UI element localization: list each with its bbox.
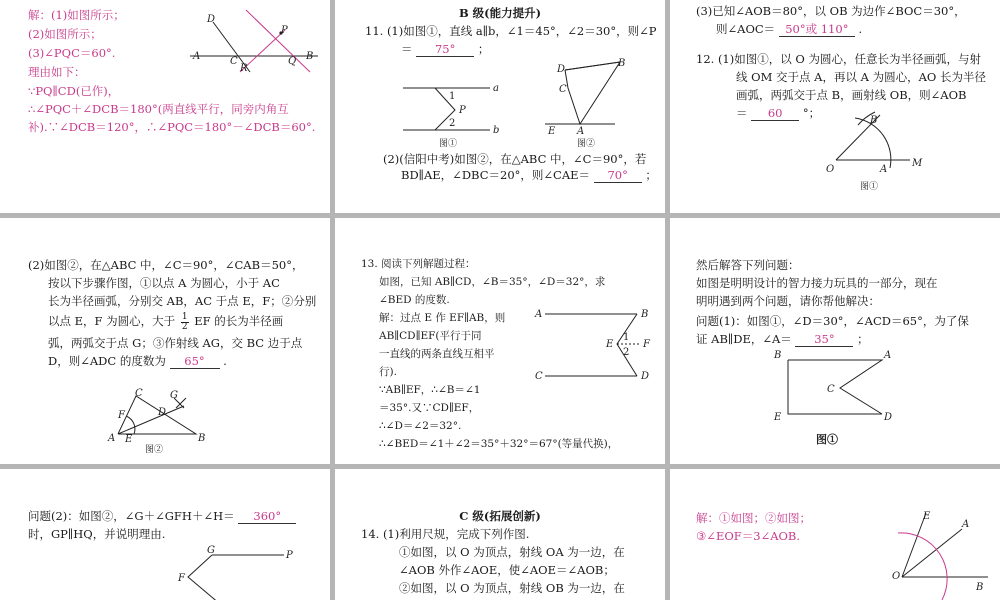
- p6-label-E: E: [774, 412, 782, 423]
- p5-label-A: A: [535, 309, 543, 320]
- p3-label-O: O: [826, 164, 835, 175]
- p1-label-A: A: [193, 51, 201, 62]
- p2-sep1: ；: [477, 42, 490, 56]
- p7-label-P: P: [286, 550, 293, 561]
- p2f1-n1: 1: [449, 91, 456, 102]
- p4-label-F: F: [118, 410, 125, 421]
- panel-level-b: [335, 0, 665, 213]
- p9-figure: [670, 469, 1000, 600]
- panel-answer-construction: [0, 0, 330, 213]
- panel-question1: [670, 218, 1000, 464]
- p1-label-C: C: [230, 56, 238, 67]
- p6-label-C: C: [827, 384, 835, 395]
- p4-label-A: A: [108, 433, 116, 444]
- p1-label-R: R: [240, 63, 248, 74]
- p5-line11: ∴∠BED＝∠1＋∠2＝35°＋32°＝67°(等量代换)，: [379, 438, 619, 450]
- p5-figure: [335, 218, 665, 464]
- p5-label-2: 2: [623, 347, 630, 358]
- p5-line4: 解：过点 E 作 EF∥AB，则: [379, 312, 506, 324]
- p4-line2: 按以下步骤作图，①以点 A 为圆心，小于 AC: [48, 276, 280, 290]
- p5-line7: 行).: [379, 366, 397, 378]
- p2f2-E: E: [548, 126, 556, 137]
- p5-line2: 如图，已知 AB∥CD，∠B＝35°，∠D＝32°，求: [379, 276, 606, 288]
- p4-label-D: D: [158, 407, 167, 418]
- p3-label-M: M: [912, 158, 923, 169]
- p4-line1: (2)如图②，在△ABC 中，∠C＝90°，∠CAB＝50°，: [28, 258, 304, 272]
- p8-line1: 14. (1)利用尺规，完成下列作图.: [361, 527, 530, 541]
- p2f2-B: B: [618, 58, 626, 69]
- p3-q: 则∠AOC＝: [716, 22, 776, 36]
- p2-sep2: ；: [645, 168, 657, 182]
- p2f1-P: P: [459, 105, 466, 116]
- p9-label-O: O: [892, 571, 901, 582]
- p1-line2: (2)如图所示；: [28, 27, 102, 41]
- p4-frac-den: 2: [181, 321, 188, 332]
- p2f1-n2: 2: [449, 118, 456, 129]
- p2-heading: B 级(能力提升): [458, 6, 542, 20]
- p2f1-b: b: [493, 125, 500, 136]
- p4-q: D，则∠ADC 的度数为: [48, 354, 166, 368]
- p1-label-P: P: [281, 25, 288, 36]
- p5-line1: 13. 阅读下列解题过程：: [361, 258, 476, 270]
- p6-end: ；: [857, 332, 869, 346]
- p3-line4: 线 OM 交于点 A，再以 A 为圆心，AO 长为半径: [736, 70, 986, 84]
- p5-line9: ＝35°.又∵CD∥EF，: [379, 402, 480, 414]
- panel-q12-part1: [670, 0, 1000, 213]
- p6-figure: [670, 218, 1000, 464]
- p7-figure: [0, 469, 330, 600]
- p4-end: .: [223, 354, 227, 368]
- p6-line4: 问题(1)：如图①，∠D＝30°，∠ACD＝65°，为了保: [696, 314, 969, 328]
- p1-line3: (3)∠PQC＝60°.: [28, 46, 116, 60]
- panel-q12-part2: [0, 218, 330, 464]
- p3-caption: 图①: [860, 182, 879, 192]
- p2-answer1: 75°: [416, 42, 474, 57]
- p2f2-caption: 图②: [577, 139, 596, 149]
- p3-line3: 12. (1)如图①，以 O 为圆心，任意长为半径画弧，与射: [696, 52, 981, 66]
- p5-line3: ∠BED 的度数.: [379, 294, 450, 306]
- p1-line1: 解：(1)如图所示；: [28, 8, 125, 22]
- p4-label-E: E: [125, 434, 133, 445]
- p9-label-B: B: [976, 582, 984, 593]
- p6-q: 证 AB∥DE，∠A＝: [696, 332, 792, 346]
- p8-heading: C 级(拓展创新): [459, 509, 541, 523]
- p2f2-D: D: [557, 64, 566, 75]
- p3-figure: [670, 0, 1000, 213]
- p4-answer: 65°: [170, 354, 220, 369]
- panel-q13-reading: [335, 218, 665, 464]
- p4-caption: 图②: [145, 445, 164, 455]
- p7-answer: 360°: [238, 509, 296, 524]
- p2-line1: 11. (1)如图①，直线 a∥b，∠1＝45°，∠2＝30°，则∠P: [365, 24, 657, 38]
- p8-line2: ①如图，以 O 为顶点，射线 OA 为一边，在: [399, 545, 625, 559]
- p7-line2: 时，GP∥HQ，并说明理由.: [28, 527, 166, 541]
- p3-label-B: B: [870, 115, 878, 126]
- p6-line1: 然后解答下列问题：: [696, 258, 800, 272]
- p4-label-C: C: [135, 388, 143, 399]
- p2-line3: (2)(信阳中考)如图②，在△ABC 中，∠C＝90°，若: [383, 152, 647, 166]
- p5-label-B: B: [641, 309, 649, 320]
- p5-label-C: C: [535, 371, 543, 382]
- p5-label-D: D: [641, 371, 650, 382]
- p2f1-a: a: [493, 83, 499, 94]
- p3-unit: °；: [802, 106, 821, 120]
- p4-line5: 弧，两弧交于点 G；③作射线 AG，交 BC 边于点: [48, 336, 303, 350]
- p6-label-D: D: [884, 412, 893, 423]
- p2f1-caption: 图①: [439, 139, 458, 149]
- p4-frac-num: 1: [181, 311, 188, 322]
- p3-answer2: 60: [751, 106, 799, 121]
- p4-figure: [0, 218, 330, 464]
- p1-line6: ∴∠PQC＋∠DCB＝180°(两直线平行，同旁内角互: [28, 102, 289, 116]
- p4-label-G: G: [170, 390, 178, 401]
- p4-label-B: B: [198, 433, 206, 444]
- p3-answer: 50°或 110°: [779, 22, 855, 37]
- p9-line1: 解：①如图；②如图；: [696, 511, 811, 525]
- p4-step-end: EF 的长为半径画: [194, 314, 284, 328]
- p1-line7: 补).∵∠DCB＝120°，∴∠PQC＝180°－∠DCB＝60°.: [28, 120, 316, 134]
- p3-line5: 画弧，两弧交于点 B，画射线 OB，则∠AOB: [736, 88, 967, 102]
- p5-line5: AB∥CD∥EF(平行于同: [379, 330, 482, 342]
- p2-answer2: 70°: [594, 168, 642, 183]
- p2f2-C: C: [559, 84, 567, 95]
- p1-label-D: D: [207, 14, 216, 25]
- p4-step: 以点 E，F 为圆心，大于: [48, 314, 176, 328]
- p6-caption: 图①: [816, 433, 838, 446]
- p1-label-B: B: [306, 51, 314, 62]
- p9-label-A: A: [962, 519, 970, 530]
- p1-label-Q: Q: [288, 56, 297, 67]
- p6-label-A: A: [884, 350, 892, 361]
- p3-line1: (3)已知∠AOB＝80°，以 OB 为边作∠BOC＝30°，: [696, 4, 966, 18]
- p2-eq: ＝: [401, 42, 413, 56]
- panel-answer-14: [670, 469, 1000, 600]
- p3-label-A: A: [880, 164, 888, 175]
- p8-line3: ∠AOB 外作∠AOE，使∠AOE＝∠AOB；: [399, 563, 615, 577]
- p1-figure: [0, 0, 330, 213]
- panel-level-c: [335, 469, 665, 600]
- p6-answer: 35°: [795, 332, 853, 347]
- p6-line3: 明明遇到两个问题，请你帮他解决：: [696, 294, 880, 308]
- p6-label-B: B: [774, 350, 782, 361]
- p5-line8: ∵AB∥EF，∴∠B＝∠1: [379, 384, 481, 396]
- p6-line2: 如图是明明设计的智力接力玩具的一部分，现在: [696, 276, 938, 290]
- p2-line4: [401, 166, 657, 185]
- p4-line3: 长为半径画弧，分别交 AB，AC 于点 E，F；②分别: [48, 294, 317, 308]
- p5-line6: 一直线的两条直线互相平: [379, 348, 495, 360]
- p8-line4: ②如图，以 O 为顶点，射线 OB 为一边，在: [399, 581, 625, 595]
- p2-q2: BD∥AE，∠DBC＝20°，则∠CAE＝: [401, 168, 591, 182]
- p1-line4: 理由如下：: [28, 65, 86, 79]
- p2f2-A: A: [577, 126, 585, 137]
- p7-q: 问题(2)：如图②，∠G＋∠GFH＋∠H＝: [28, 509, 235, 523]
- p3-eq: ＝: [736, 106, 748, 120]
- p3-end: .: [858, 22, 863, 36]
- panel-question2: [0, 469, 330, 600]
- p5-line10: ∴∠D＝∠2＝32°.: [379, 420, 462, 432]
- p9-label-E: E: [923, 511, 931, 522]
- p9-line2: ③∠EOF＝3∠AOB.: [696, 529, 801, 543]
- p5-label-1: 1: [623, 332, 630, 343]
- p7-label-F: F: [178, 573, 185, 584]
- p1-line5: ∵PQ∥CD(已作)，: [28, 84, 120, 98]
- p5-label-E: E: [606, 339, 614, 350]
- p5-label-F: F: [643, 339, 650, 350]
- p7-label-G: G: [207, 545, 215, 556]
